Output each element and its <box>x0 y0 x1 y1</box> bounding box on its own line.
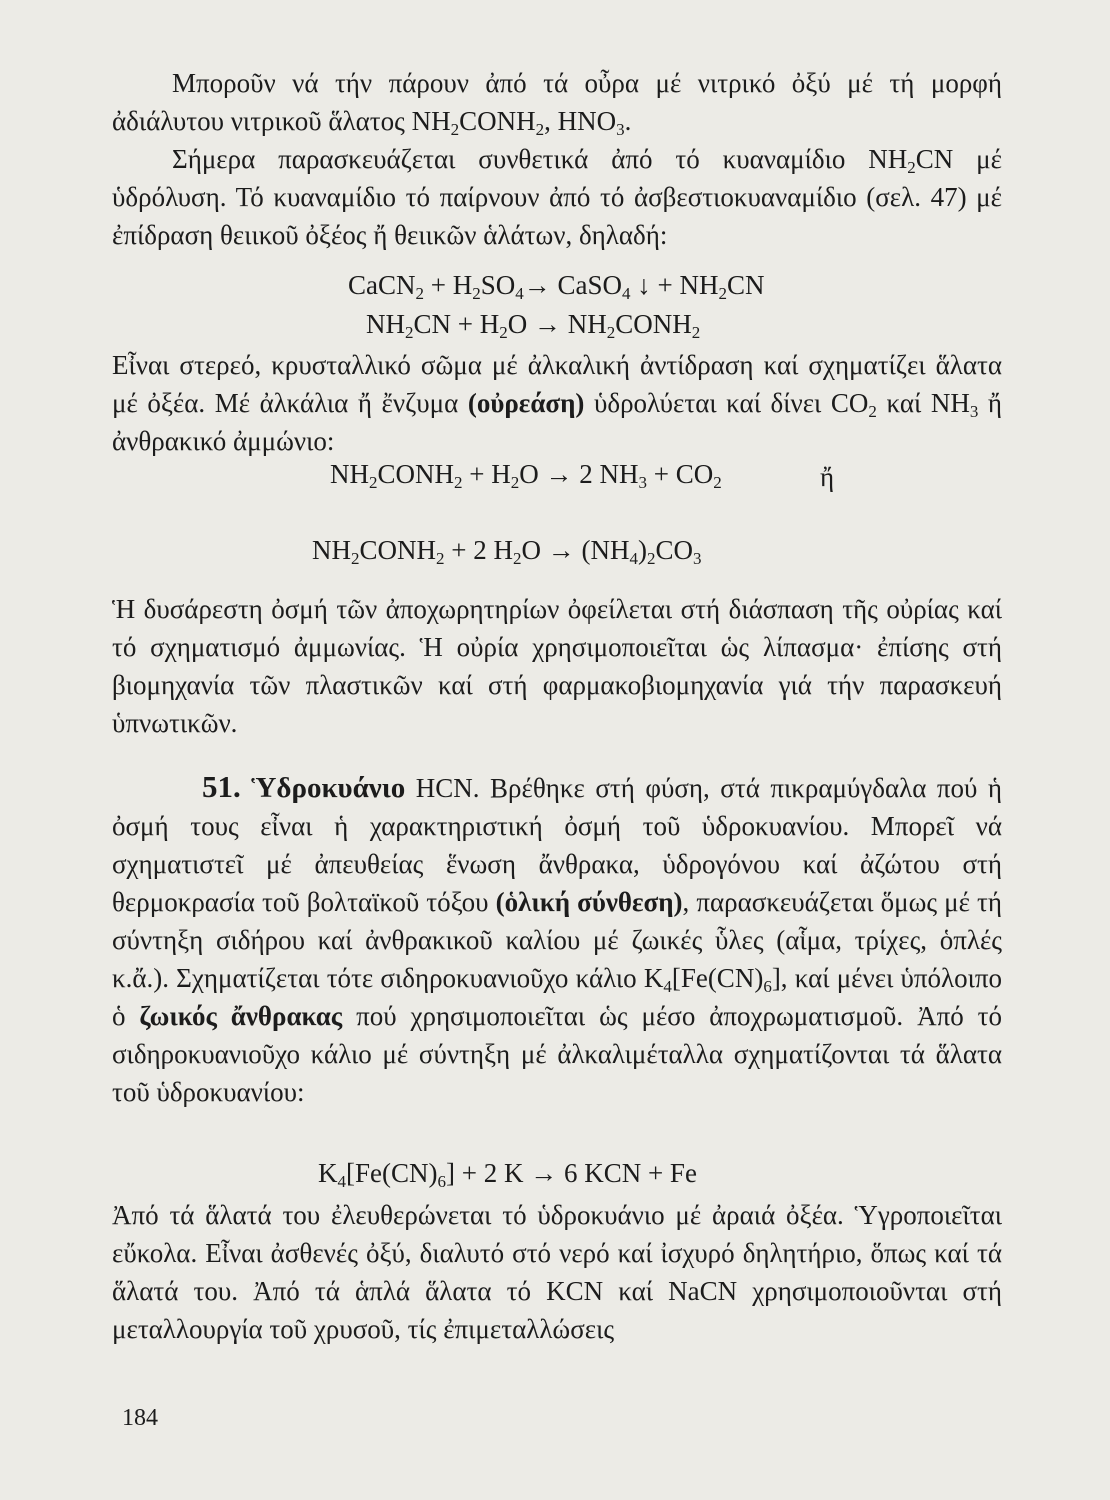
paragraph-urine-nitrate: Μποροῦν νά τήν πάρουν ἀπό τά οὖρα μέ νιτρικό ὀξύ μέ τή μορφή ἀδιάλυτου νιτρικοῦ ἅλατος $NH_2CONH_2$, $HNO_3$. <box>112 68 1002 139</box>
section-title: Ὑδροκυάνιο <box>251 772 406 804</box>
section-51-hydrocyanic-acid: 51. Ὑδροκυάνιο HCN. Βρέθηκε στή φύση, στά πικραμύγδαλα πού ἡ ὀσμή τους εἶναι ἡ χαρακτηριστική ὀσμή τοῦ ὑδροκυανίου. Μπορεῖ νά σχηματιστεῖ μέ ἀπευθείας ἕνωση ἄνθρακα, ὑδρογόνου καί ἀζώτου στή θερμοκρασία τοῦ βολταϊκοῦ τόξου (ὁλική σύνθεση), παρασκευάζεται ὅμως μέ τή σύντηξη σιδήρου καί ἀνθρακικοῦ καλίου μέ ζωικές ὗλες (αἷμα, τρίχες, ὁπλές κ.ἄ.). Σχηματίζεται τότε σιδηροκυανιοῦχο κάλιο $K_4[Fe(CN)_6]$, καί μένει ὑπόλοιπο ὁ ζωικός ἄνθρακας πού χρησιμοποιεῖται ὡς μέσο ἀποχρωματισμοῦ. Ἀπό τό σιδηροκυανιοῦχο κάλιο μέ σύντηξη μέ ἀλκαλιμέταλλα σχηματίζονται τά ἅλατα τοῦ ὑδροκυανίου: <box>112 769 1002 1107</box>
equation-ammonium-carbonate: $NH_2CONH_2 + 2$ $H_2O \to (NH_4)_2CO_3$ <box>312 535 702 568</box>
paragraph-synthesis: Σήμερα παρασκευάζεται συνθετικά ἀπό τό κυαναμίδιο $NH_2CN$ μέ ὑδρόλυση. Τό κυαναμίδιο τό παίρνουν ἀπό τό ἀσβεστιοκυαναμίδιο (σελ. 47) μέ ἐπίδραση θειικοῦ ὀξέος ἤ θειικῶν ἁλάτων, δηλαδή: <box>112 144 1002 250</box>
section-number: 51. <box>202 769 241 804</box>
equation-potassium-cyanide: $K_4[Fe(CN)_6] + 2$ K → 6 KCN + Fe <box>318 1158 697 1191</box>
paragraph-properties: Εἶναι στερεό, κρυσταλλικό σῶμα μέ ἀλκαλική ἀντίδραση καί σχηματίζει ἅλατα μέ ὀξέα. Μέ ἀλκάλια ἤ ἔνζυμα (οὐρεάση) ὑδρολύεται καί δίνει $CO_2$ καί $NH_3$ ἤ ἀνθρακικό ἀμμώνιο: <box>112 350 1002 456</box>
equation-or-word: ἤ <box>820 462 835 492</box>
equation-cyanamide: CaCN$_2$ + $H_2SO_4\to$ CaSO$_4$ ↓ + $NH_2CN$ <box>348 270 765 303</box>
paragraph-release: Ἀπό τά ἅλατά του ἐλευθερώνεται τό ὑδροκυάνιο μέ ἀραιά ὀξέα. Ὑγροποιεῖται εὔκολα. Εἶναι ἀσθενές ὀξύ, διαλυτό στό νερό καί ἰσχυρό δηλητήριο, ὅπως καί τά ἅλατά του. Ἀπό τά ἁπλά ἅλατα τό KCN καί NaCN χρησιμοποιοῦνται στή μεταλλουργία τοῦ χρυσοῦ, τίς ἐπιμεταλλώσεις <box>112 1200 1002 1344</box>
equation-hydrolysis: $NH_2CN + H_2O$ → $NH_2CONH_2$ <box>366 309 701 342</box>
paragraph-uses: Ἡ δυσάρεστη ὀσμή τῶν ἀποχωρητηρίων ὀφείλεται στή διάσπαση τῆς οὐρίας καί τό σχηματισμό ἀμμωνίας. Ἡ οὐρία χρησιμοποιεῖται ὡς λίπασμα· ἐπίσης στή βιομηχανία τῶν πλαστικῶν καί στή φαρμακοβιομηχανία γιά τήν παρασκευή ὑπνωτικῶν. <box>112 594 1002 738</box>
equation-urea-hydrolysis: $NH_2CONH_2 + H_2O \to 2$ $NH_3 + CO_2$ <box>330 459 722 492</box>
page-number: 184 <box>122 1405 158 1431</box>
